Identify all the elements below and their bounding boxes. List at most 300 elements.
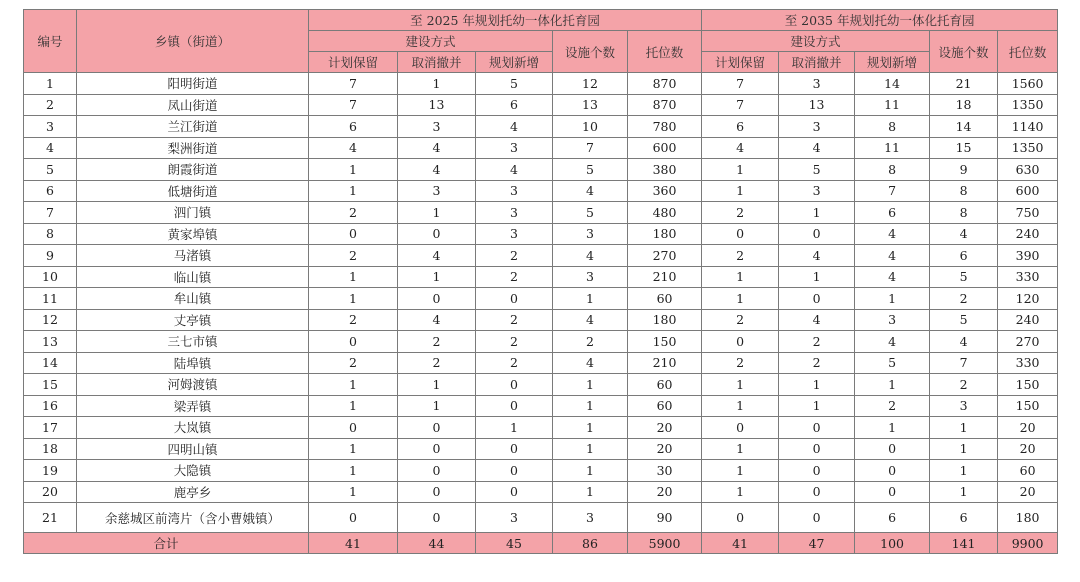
row-cell-2035: 9 bbox=[930, 159, 998, 181]
row-cell-2025: 4 bbox=[398, 309, 476, 331]
row-cell-2025: 6 bbox=[476, 94, 553, 116]
row-cell-2025: 20 bbox=[628, 438, 702, 460]
row-cell-2035: 1 bbox=[779, 202, 855, 224]
row-cell-2025: 1 bbox=[309, 288, 398, 310]
row-cell-2035: 2 bbox=[855, 395, 930, 417]
row-town: 丈亭镇 bbox=[77, 309, 309, 331]
row-cell-2035: 1 bbox=[855, 374, 930, 396]
row-cell-2035: 8 bbox=[855, 116, 930, 138]
row-cell-2025: 210 bbox=[628, 266, 702, 288]
row-town: 大隐镇 bbox=[77, 460, 309, 482]
row-cell-2025: 1 bbox=[553, 395, 628, 417]
row-cell-2035: 1 bbox=[702, 395, 779, 417]
row-cell-2025: 0 bbox=[398, 438, 476, 460]
row-cell-2035: 20 bbox=[998, 481, 1058, 503]
header-cancel-merge-2035: 取消撤并 bbox=[779, 52, 855, 73]
total-cell: 141 bbox=[930, 533, 998, 554]
row-cell-2025: 2 bbox=[476, 266, 553, 288]
table-row bbox=[24, 159, 1058, 181]
row-cell-2025: 1 bbox=[309, 460, 398, 482]
row-cell-2025: 270 bbox=[628, 245, 702, 267]
row-cell-2025: 5 bbox=[553, 159, 628, 181]
row-cell-2025: 2 bbox=[476, 245, 553, 267]
row-cell-2035: 1 bbox=[930, 481, 998, 503]
planning-table bbox=[23, 9, 1058, 554]
row-cell-2025: 60 bbox=[628, 374, 702, 396]
row-cell-2025: 2 bbox=[398, 352, 476, 374]
table-total bbox=[24, 533, 1058, 554]
table-row bbox=[24, 137, 1058, 159]
total-cell: 47 bbox=[779, 533, 855, 554]
row-cell-2035: 6 bbox=[855, 503, 930, 533]
row-cell-2025: 6 bbox=[309, 116, 398, 138]
row-cell-2025: 20 bbox=[628, 481, 702, 503]
row-cell-2035: 3 bbox=[855, 309, 930, 331]
row-cell-2035: 11 bbox=[855, 137, 930, 159]
row-cell-2035: 2 bbox=[930, 374, 998, 396]
row-cell-2025: 3 bbox=[553, 223, 628, 245]
row-cell-2035: 1 bbox=[702, 460, 779, 482]
row-cell-2025: 2 bbox=[476, 309, 553, 331]
row-town: 临山镇 bbox=[77, 266, 309, 288]
row-town: 四明山镇 bbox=[77, 438, 309, 460]
row-cell-2035: 4 bbox=[855, 223, 930, 245]
table-row bbox=[24, 245, 1058, 267]
row-cell-2035: 5 bbox=[855, 352, 930, 374]
header-id: 编号 bbox=[24, 10, 77, 73]
row-cell-2025: 1 bbox=[553, 288, 628, 310]
row-cell-2035: 2 bbox=[702, 352, 779, 374]
row-cell-2035: 4 bbox=[779, 245, 855, 267]
row-cell-2025: 1 bbox=[553, 417, 628, 439]
header-group-2035: 至 2035 年规划托幼一体化托育园 bbox=[702, 10, 1058, 31]
row-cell-2035: 1 bbox=[702, 159, 779, 181]
row-cell-2025: 3 bbox=[476, 503, 553, 533]
row-cell-2025: 13 bbox=[398, 94, 476, 116]
row-cell-2035: 0 bbox=[779, 503, 855, 533]
row-cell-2035: 2 bbox=[779, 352, 855, 374]
row-town: 大岚镇 bbox=[77, 417, 309, 439]
row-cell-2035: 4 bbox=[930, 223, 998, 245]
table-row bbox=[24, 73, 1058, 95]
row-cell-2025: 1 bbox=[553, 438, 628, 460]
header-keep-2025: 计划保留 bbox=[309, 52, 398, 73]
row-cell-2035: 1 bbox=[702, 438, 779, 460]
row-cell-2035: 0 bbox=[702, 331, 779, 353]
row-cell-2035: 7 bbox=[702, 94, 779, 116]
row-cell-2035: 1 bbox=[930, 417, 998, 439]
row-cell-2025: 3 bbox=[398, 116, 476, 138]
row-town: 低塘街道 bbox=[77, 180, 309, 202]
row-cell-2035: 1 bbox=[855, 288, 930, 310]
row-cell-2025: 1 bbox=[398, 374, 476, 396]
row-cell-2025: 30 bbox=[628, 460, 702, 482]
row-cell-2025: 3 bbox=[476, 137, 553, 159]
row-cell-2025: 0 bbox=[309, 503, 398, 533]
row-cell-2035: 600 bbox=[998, 180, 1058, 202]
row-id: 2 bbox=[24, 94, 77, 116]
row-cell-2025: 3 bbox=[553, 503, 628, 533]
row-cell-2025: 3 bbox=[476, 202, 553, 224]
row-cell-2025: 180 bbox=[628, 223, 702, 245]
table-row bbox=[24, 266, 1058, 288]
row-cell-2025: 870 bbox=[628, 94, 702, 116]
row-town: 阳明街道 bbox=[77, 73, 309, 95]
row-town: 朗霞街道 bbox=[77, 159, 309, 181]
row-cell-2025: 180 bbox=[628, 309, 702, 331]
row-cell-2025: 1 bbox=[398, 73, 476, 95]
row-cell-2025: 4 bbox=[398, 245, 476, 267]
row-cell-2025: 2 bbox=[553, 331, 628, 353]
table-row bbox=[24, 180, 1058, 202]
row-cell-2035: 6 bbox=[930, 245, 998, 267]
row-cell-2035: 1 bbox=[702, 288, 779, 310]
row-cell-2035: 1 bbox=[930, 438, 998, 460]
row-id: 21 bbox=[24, 503, 77, 533]
row-cell-2035: 1 bbox=[779, 266, 855, 288]
row-cell-2025: 4 bbox=[398, 159, 476, 181]
row-cell-2025: 0 bbox=[309, 417, 398, 439]
header-build-mode-2035: 建设方式 bbox=[702, 31, 930, 52]
row-cell-2025: 0 bbox=[398, 417, 476, 439]
row-cell-2035: 0 bbox=[855, 481, 930, 503]
row-cell-2025: 1 bbox=[553, 374, 628, 396]
row-cell-2035: 1 bbox=[779, 374, 855, 396]
row-cell-2025: 3 bbox=[398, 180, 476, 202]
row-town: 兰江街道 bbox=[77, 116, 309, 138]
total-cell: 5900 bbox=[628, 533, 702, 554]
row-town: 牟山镇 bbox=[77, 288, 309, 310]
row-id: 8 bbox=[24, 223, 77, 245]
row-cell-2035: 0 bbox=[855, 460, 930, 482]
row-cell-2035: 5 bbox=[930, 266, 998, 288]
row-cell-2035: 4 bbox=[702, 137, 779, 159]
row-cell-2025: 0 bbox=[476, 481, 553, 503]
row-cell-2035: 0 bbox=[779, 438, 855, 460]
row-cell-2025: 1 bbox=[398, 202, 476, 224]
row-cell-2035: 4 bbox=[930, 331, 998, 353]
row-cell-2025: 0 bbox=[476, 374, 553, 396]
row-cell-2035: 6 bbox=[702, 116, 779, 138]
table-row bbox=[24, 374, 1058, 396]
row-cell-2025: 0 bbox=[309, 223, 398, 245]
table-row bbox=[24, 116, 1058, 138]
row-id: 10 bbox=[24, 266, 77, 288]
row-id: 15 bbox=[24, 374, 77, 396]
row-cell-2035: 630 bbox=[998, 159, 1058, 181]
row-cell-2035: 330 bbox=[998, 352, 1058, 374]
row-cell-2035: 7 bbox=[930, 352, 998, 374]
row-cell-2035: 0 bbox=[779, 223, 855, 245]
row-cell-2025: 0 bbox=[476, 460, 553, 482]
row-cell-2035: 4 bbox=[855, 331, 930, 353]
row-town: 梁弄镇 bbox=[77, 395, 309, 417]
row-cell-2035: 150 bbox=[998, 374, 1058, 396]
row-cell-2035: 2 bbox=[930, 288, 998, 310]
total-label: 合计 bbox=[24, 533, 309, 554]
row-cell-2025: 1 bbox=[309, 374, 398, 396]
row-town: 凤山街道 bbox=[77, 94, 309, 116]
row-cell-2025: 1 bbox=[398, 266, 476, 288]
row-cell-2035: 2 bbox=[702, 202, 779, 224]
row-id: 12 bbox=[24, 309, 77, 331]
row-cell-2025: 4 bbox=[553, 180, 628, 202]
row-cell-2025: 12 bbox=[553, 73, 628, 95]
row-cell-2025: 4 bbox=[553, 309, 628, 331]
row-cell-2035: 1 bbox=[702, 481, 779, 503]
row-cell-2035: 3 bbox=[779, 73, 855, 95]
row-cell-2025: 360 bbox=[628, 180, 702, 202]
table-row bbox=[24, 288, 1058, 310]
row-cell-2035: 5 bbox=[930, 309, 998, 331]
row-cell-2035: 11 bbox=[855, 94, 930, 116]
row-cell-2035: 6 bbox=[855, 202, 930, 224]
row-cell-2035: 6 bbox=[930, 503, 998, 533]
row-town: 鹿亭乡 bbox=[77, 481, 309, 503]
row-id: 13 bbox=[24, 331, 77, 353]
row-town: 马渚镇 bbox=[77, 245, 309, 267]
table-row bbox=[24, 417, 1058, 439]
row-cell-2035: 1 bbox=[930, 460, 998, 482]
row-cell-2025: 0 bbox=[398, 460, 476, 482]
row-cell-2025: 1 bbox=[476, 417, 553, 439]
row-cell-2025: 4 bbox=[553, 245, 628, 267]
row-cell-2025: 1 bbox=[309, 438, 398, 460]
row-cell-2025: 4 bbox=[476, 159, 553, 181]
table-row bbox=[24, 481, 1058, 503]
table-row bbox=[24, 94, 1058, 116]
row-cell-2035: 4 bbox=[855, 266, 930, 288]
row-cell-2025: 2 bbox=[309, 202, 398, 224]
row-cell-2025: 10 bbox=[553, 116, 628, 138]
row-town: 三七市镇 bbox=[77, 331, 309, 353]
total-cell: 100 bbox=[855, 533, 930, 554]
row-cell-2025: 13 bbox=[553, 94, 628, 116]
header-facilities-2025: 设施个数 bbox=[553, 31, 628, 73]
header-town: 乡镇（街道） bbox=[77, 10, 309, 73]
row-cell-2035: 270 bbox=[998, 331, 1058, 353]
row-cell-2025: 1 bbox=[309, 481, 398, 503]
header-new-add-2035: 规划新增 bbox=[855, 52, 930, 73]
row-town: 陆埠镇 bbox=[77, 352, 309, 374]
row-cell-2025: 7 bbox=[309, 94, 398, 116]
header-build-mode-2025: 建设方式 bbox=[309, 31, 553, 52]
row-town: 余慈城区前湾片（含小曹娥镇） bbox=[77, 503, 309, 533]
table-row bbox=[24, 503, 1058, 533]
row-cell-2025: 0 bbox=[398, 288, 476, 310]
row-cell-2035: 2 bbox=[702, 309, 779, 331]
row-cell-2035: 4 bbox=[779, 137, 855, 159]
row-cell-2035: 15 bbox=[930, 137, 998, 159]
row-cell-2035: 8 bbox=[855, 159, 930, 181]
row-cell-2025: 3 bbox=[476, 180, 553, 202]
row-town: 泗门镇 bbox=[77, 202, 309, 224]
header-facilities-2035: 设施个数 bbox=[930, 31, 998, 73]
row-id: 1 bbox=[24, 73, 77, 95]
row-cell-2035: 0 bbox=[779, 481, 855, 503]
row-cell-2025: 1 bbox=[309, 395, 398, 417]
row-cell-2025: 0 bbox=[476, 288, 553, 310]
row-id: 18 bbox=[24, 438, 77, 460]
row-cell-2035: 0 bbox=[779, 288, 855, 310]
table-row bbox=[24, 202, 1058, 224]
row-town: 黄家埠镇 bbox=[77, 223, 309, 245]
row-cell-2035: 0 bbox=[702, 503, 779, 533]
row-cell-2025: 60 bbox=[628, 395, 702, 417]
row-cell-2035: 20 bbox=[998, 417, 1058, 439]
row-id: 17 bbox=[24, 417, 77, 439]
row-id: 16 bbox=[24, 395, 77, 417]
row-id: 9 bbox=[24, 245, 77, 267]
table-body bbox=[24, 73, 1058, 533]
row-cell-2035: 8 bbox=[930, 202, 998, 224]
row-cell-2025: 2 bbox=[309, 245, 398, 267]
row-cell-2025: 1 bbox=[309, 266, 398, 288]
row-cell-2035: 1 bbox=[779, 395, 855, 417]
row-cell-2035: 150 bbox=[998, 395, 1058, 417]
row-cell-2035: 1 bbox=[702, 374, 779, 396]
row-cell-2035: 5 bbox=[779, 159, 855, 181]
header-slots-2035: 托位数 bbox=[998, 31, 1058, 73]
row-cell-2025: 380 bbox=[628, 159, 702, 181]
row-cell-2025: 90 bbox=[628, 503, 702, 533]
row-id: 7 bbox=[24, 202, 77, 224]
row-cell-2025: 7 bbox=[309, 73, 398, 95]
total-cell: 41 bbox=[309, 533, 398, 554]
row-cell-2025: 4 bbox=[553, 352, 628, 374]
row-cell-2025: 0 bbox=[476, 438, 553, 460]
row-cell-2025: 780 bbox=[628, 116, 702, 138]
row-id: 6 bbox=[24, 180, 77, 202]
total-cell: 44 bbox=[398, 533, 476, 554]
row-cell-2025: 150 bbox=[628, 331, 702, 353]
row-cell-2035: 14 bbox=[930, 116, 998, 138]
row-cell-2035: 4 bbox=[855, 245, 930, 267]
table-row bbox=[24, 309, 1058, 331]
row-cell-2025: 3 bbox=[553, 266, 628, 288]
row-cell-2035: 4 bbox=[779, 309, 855, 331]
header-cancel-merge-2025: 取消撤并 bbox=[398, 52, 476, 73]
row-cell-2035: 1350 bbox=[998, 137, 1058, 159]
row-cell-2035: 1 bbox=[855, 417, 930, 439]
row-cell-2035: 0 bbox=[702, 223, 779, 245]
row-cell-2035: 1 bbox=[702, 266, 779, 288]
row-cell-2035: 1 bbox=[702, 180, 779, 202]
total-cell: 41 bbox=[702, 533, 779, 554]
row-cell-2025: 5 bbox=[476, 73, 553, 95]
row-cell-2025: 1 bbox=[309, 159, 398, 181]
header-new-add-2025: 规划新增 bbox=[476, 52, 553, 73]
row-cell-2035: 390 bbox=[998, 245, 1058, 267]
header-group-2025: 至 2025 年规划托幼一体化托育园 bbox=[309, 10, 702, 31]
row-cell-2035: 0 bbox=[779, 417, 855, 439]
header-slots-2025: 托位数 bbox=[628, 31, 702, 73]
row-cell-2025: 60 bbox=[628, 288, 702, 310]
row-cell-2035: 1560 bbox=[998, 73, 1058, 95]
row-cell-2035: 1350 bbox=[998, 94, 1058, 116]
table-row bbox=[24, 223, 1058, 245]
table-header bbox=[24, 10, 1058, 73]
row-cell-2025: 0 bbox=[398, 223, 476, 245]
row-cell-2025: 2 bbox=[476, 331, 553, 353]
total-cell: 45 bbox=[476, 533, 553, 554]
row-cell-2025: 1 bbox=[553, 460, 628, 482]
row-cell-2035: 0 bbox=[855, 438, 930, 460]
row-cell-2025: 2 bbox=[309, 309, 398, 331]
row-cell-2035: 180 bbox=[998, 503, 1058, 533]
row-id: 14 bbox=[24, 352, 77, 374]
row-cell-2035: 8 bbox=[930, 180, 998, 202]
row-cell-2025: 5 bbox=[553, 202, 628, 224]
row-id: 4 bbox=[24, 137, 77, 159]
row-cell-2025: 600 bbox=[628, 137, 702, 159]
row-id: 5 bbox=[24, 159, 77, 181]
row-cell-2025: 0 bbox=[476, 395, 553, 417]
row-cell-2025: 20 bbox=[628, 417, 702, 439]
table-row bbox=[24, 438, 1058, 460]
row-id: 20 bbox=[24, 481, 77, 503]
row-cell-2025: 2 bbox=[309, 352, 398, 374]
row-cell-2035: 240 bbox=[998, 223, 1058, 245]
row-cell-2035: 13 bbox=[779, 94, 855, 116]
row-cell-2035: 60 bbox=[998, 460, 1058, 482]
row-cell-2025: 7 bbox=[553, 137, 628, 159]
row-cell-2025: 0 bbox=[309, 331, 398, 353]
row-cell-2025: 2 bbox=[398, 331, 476, 353]
row-id: 11 bbox=[24, 288, 77, 310]
row-cell-2035: 330 bbox=[998, 266, 1058, 288]
row-cell-2035: 120 bbox=[998, 288, 1058, 310]
header-keep-2035: 计划保留 bbox=[702, 52, 779, 73]
row-cell-2035: 3 bbox=[930, 395, 998, 417]
row-cell-2035: 18 bbox=[930, 94, 998, 116]
row-town: 河姆渡镇 bbox=[77, 374, 309, 396]
total-cell: 86 bbox=[553, 533, 628, 554]
row-cell-2025: 480 bbox=[628, 202, 702, 224]
row-cell-2025: 0 bbox=[398, 503, 476, 533]
row-cell-2035: 2 bbox=[779, 331, 855, 353]
row-cell-2035: 3 bbox=[779, 116, 855, 138]
row-cell-2035: 20 bbox=[998, 438, 1058, 460]
row-id: 19 bbox=[24, 460, 77, 482]
row-cell-2025: 1 bbox=[553, 481, 628, 503]
row-cell-2035: 1140 bbox=[998, 116, 1058, 138]
row-cell-2035: 0 bbox=[779, 460, 855, 482]
row-cell-2025: 210 bbox=[628, 352, 702, 374]
row-cell-2025: 870 bbox=[628, 73, 702, 95]
row-cell-2035: 21 bbox=[930, 73, 998, 95]
table-row bbox=[24, 331, 1058, 353]
row-cell-2025: 4 bbox=[476, 116, 553, 138]
row-cell-2035: 240 bbox=[998, 309, 1058, 331]
row-cell-2035: 3 bbox=[779, 180, 855, 202]
row-cell-2035: 2 bbox=[702, 245, 779, 267]
row-cell-2025: 2 bbox=[476, 352, 553, 374]
table-row bbox=[24, 395, 1058, 417]
table-row bbox=[24, 352, 1058, 374]
row-cell-2025: 4 bbox=[398, 137, 476, 159]
row-cell-2025: 4 bbox=[309, 137, 398, 159]
row-cell-2035: 7 bbox=[702, 73, 779, 95]
total-cell: 9900 bbox=[998, 533, 1058, 554]
row-id: 3 bbox=[24, 116, 77, 138]
row-cell-2035: 750 bbox=[998, 202, 1058, 224]
row-cell-2025: 1 bbox=[398, 395, 476, 417]
row-town: 梨洲街道 bbox=[77, 137, 309, 159]
row-cell-2025: 1 bbox=[309, 180, 398, 202]
row-cell-2025: 3 bbox=[476, 223, 553, 245]
row-cell-2035: 7 bbox=[855, 180, 930, 202]
